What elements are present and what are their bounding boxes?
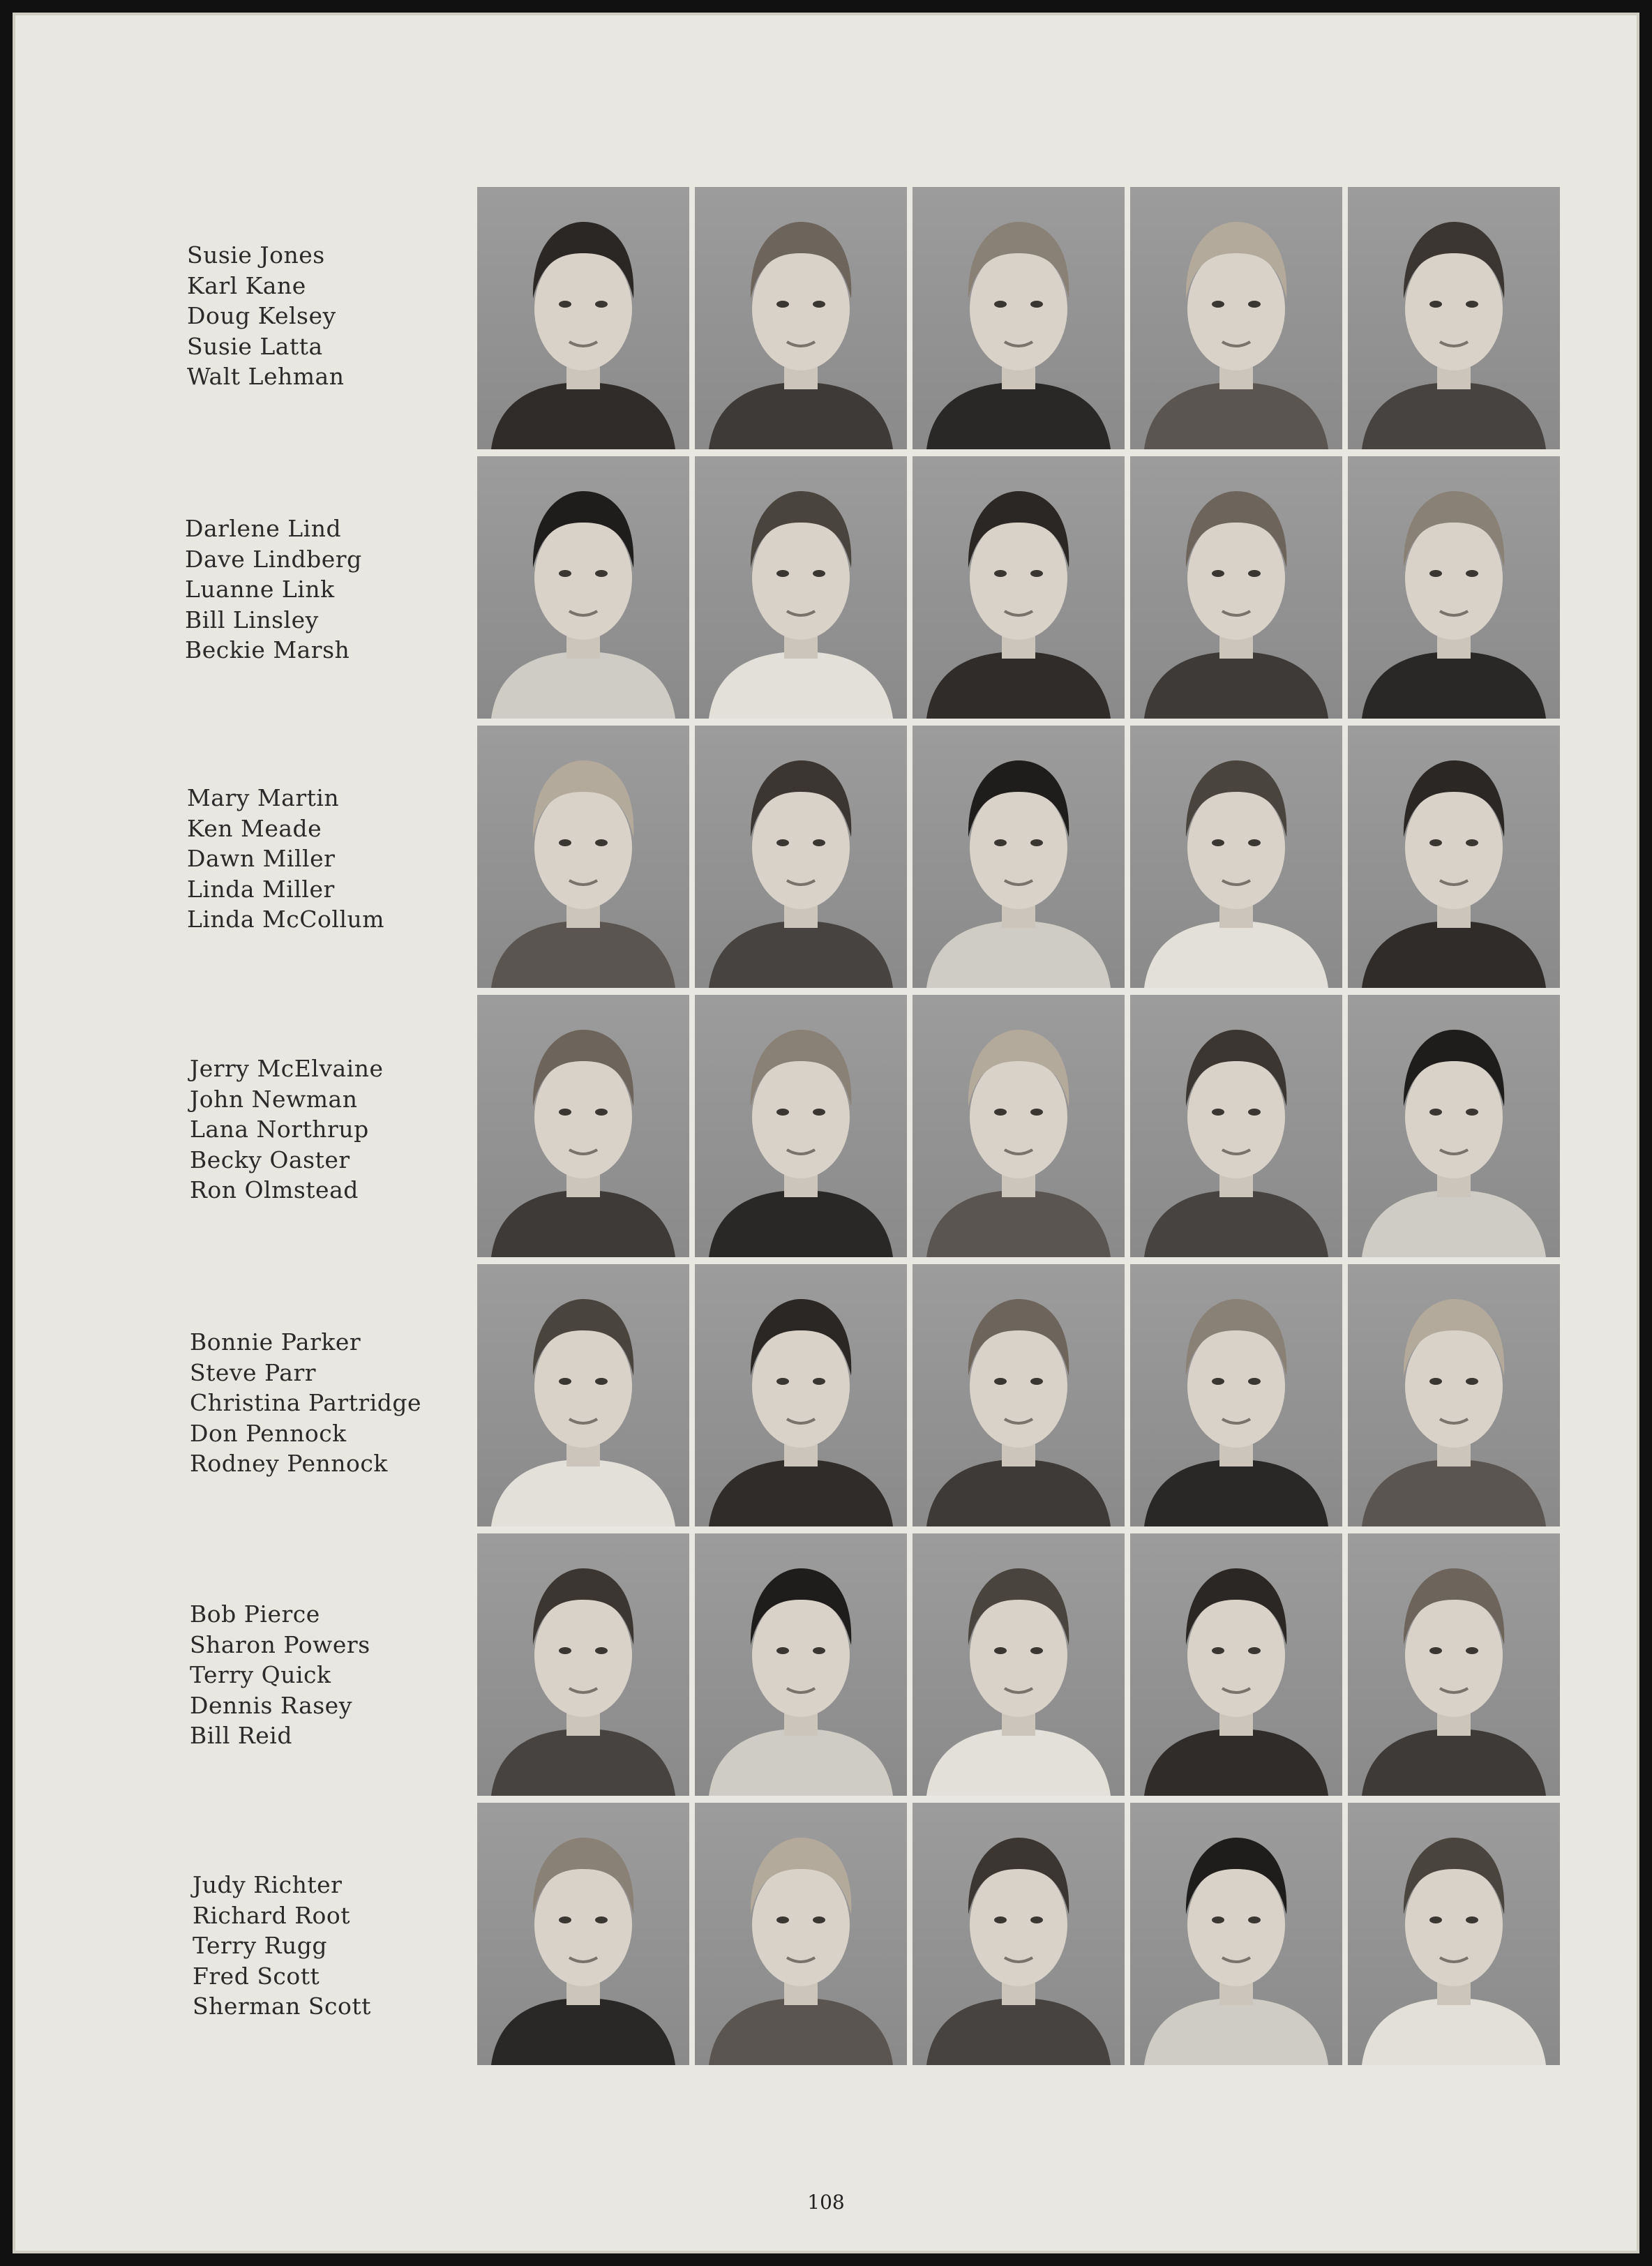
student-portrait (477, 1533, 689, 1796)
page-number: 108 (807, 2191, 845, 2214)
name-list (193, 1870, 472, 2022)
portrait-grid (477, 187, 1560, 2065)
student-portrait (1130, 187, 1342, 449)
student-portrait (477, 1264, 689, 1526)
student-name: John Newman (190, 1085, 358, 1113)
student-portrait (477, 456, 689, 719)
student-portrait (695, 726, 907, 988)
student-portrait (1348, 995, 1560, 1257)
student-name: Ken Meade (187, 814, 322, 842)
student-name: Terry Rugg (193, 1932, 328, 1959)
student-portrait (1348, 1264, 1560, 1526)
student-portrait (913, 187, 1125, 449)
student-name: Darlene Lind (185, 515, 342, 542)
student-portrait (1130, 1264, 1342, 1526)
student-name: Dave Lindberg (185, 545, 362, 573)
student-name: Linda McCollum (187, 906, 385, 933)
student-name: Terry Quick (190, 1661, 331, 1688)
student-portrait (477, 1803, 689, 2065)
student-name: Karl Kane (187, 271, 306, 299)
student-name: Linda Miller (187, 875, 335, 903)
student-name: Bill Reid (190, 1722, 292, 1749)
student-name: Sherman Scott (193, 1993, 371, 2020)
student-name: Mary Martin (187, 784, 340, 811)
student-portrait (1348, 1803, 1560, 2065)
student-portrait (695, 456, 907, 719)
student-portrait (1130, 726, 1342, 988)
name-list (190, 1053, 469, 1206)
student-name: Dennis Rasey (190, 1691, 352, 1719)
name-list (185, 513, 464, 666)
student-name: Susie Latta (187, 332, 323, 360)
student-portrait (477, 187, 689, 449)
student-name: Jerry McElvaine (190, 1055, 384, 1082)
student-portrait (477, 995, 689, 1257)
name-list (187, 240, 466, 392)
student-name: Richard Root (193, 1901, 351, 1929)
student-portrait (695, 1803, 907, 2065)
student-portrait (913, 1533, 1125, 1796)
student-name: Beckie Marsh (185, 636, 350, 663)
student-name: Susie Jones (187, 241, 325, 269)
student-portrait (1130, 995, 1342, 1257)
student-name: Walt Lehman (187, 363, 345, 390)
student-portrait (913, 456, 1125, 719)
student-name: Bill Linsley (185, 606, 319, 633)
student-name: Fred Scott (193, 1962, 320, 1990)
student-portrait (1130, 1803, 1342, 2065)
student-name: Ron Olmstead (190, 1176, 359, 1203)
student-portrait (1348, 726, 1560, 988)
student-name: Steve Parr (190, 1358, 317, 1386)
name-list (187, 783, 466, 935)
student-name: Lana Northrup (190, 1116, 369, 1143)
student-portrait (695, 187, 907, 449)
student-name: Judy Richter (193, 1871, 343, 1898)
student-name: Dawn Miller (187, 845, 336, 872)
name-list (190, 1599, 469, 1751)
student-portrait (913, 726, 1125, 988)
student-portrait (913, 995, 1125, 1257)
student-name: Sharon Powers (190, 1630, 370, 1658)
name-list (190, 1327, 469, 1479)
student-name: Doug Kelsey (187, 302, 336, 329)
student-portrait (695, 995, 907, 1257)
student-portrait (695, 1533, 907, 1796)
student-name: Luanne Link (185, 576, 335, 603)
student-portrait (1348, 187, 1560, 449)
student-name: Bob Pierce (190, 1600, 320, 1628)
student-portrait (913, 1803, 1125, 2065)
student-portrait (695, 1264, 907, 1526)
student-name: Becky Oaster (190, 1146, 350, 1173)
student-name: Christina Partridge (190, 1389, 422, 1416)
student-name: Bonnie Parker (190, 1328, 361, 1356)
student-portrait (913, 1264, 1125, 1526)
student-portrait (1130, 456, 1342, 719)
student-name: Rodney Pennock (190, 1450, 388, 1477)
student-portrait (1348, 456, 1560, 719)
student-portrait (477, 726, 689, 988)
yearbook-page (13, 13, 1639, 2253)
student-portrait (1348, 1533, 1560, 1796)
student-portrait (1130, 1533, 1342, 1796)
student-name: Don Pennock (190, 1419, 347, 1447)
